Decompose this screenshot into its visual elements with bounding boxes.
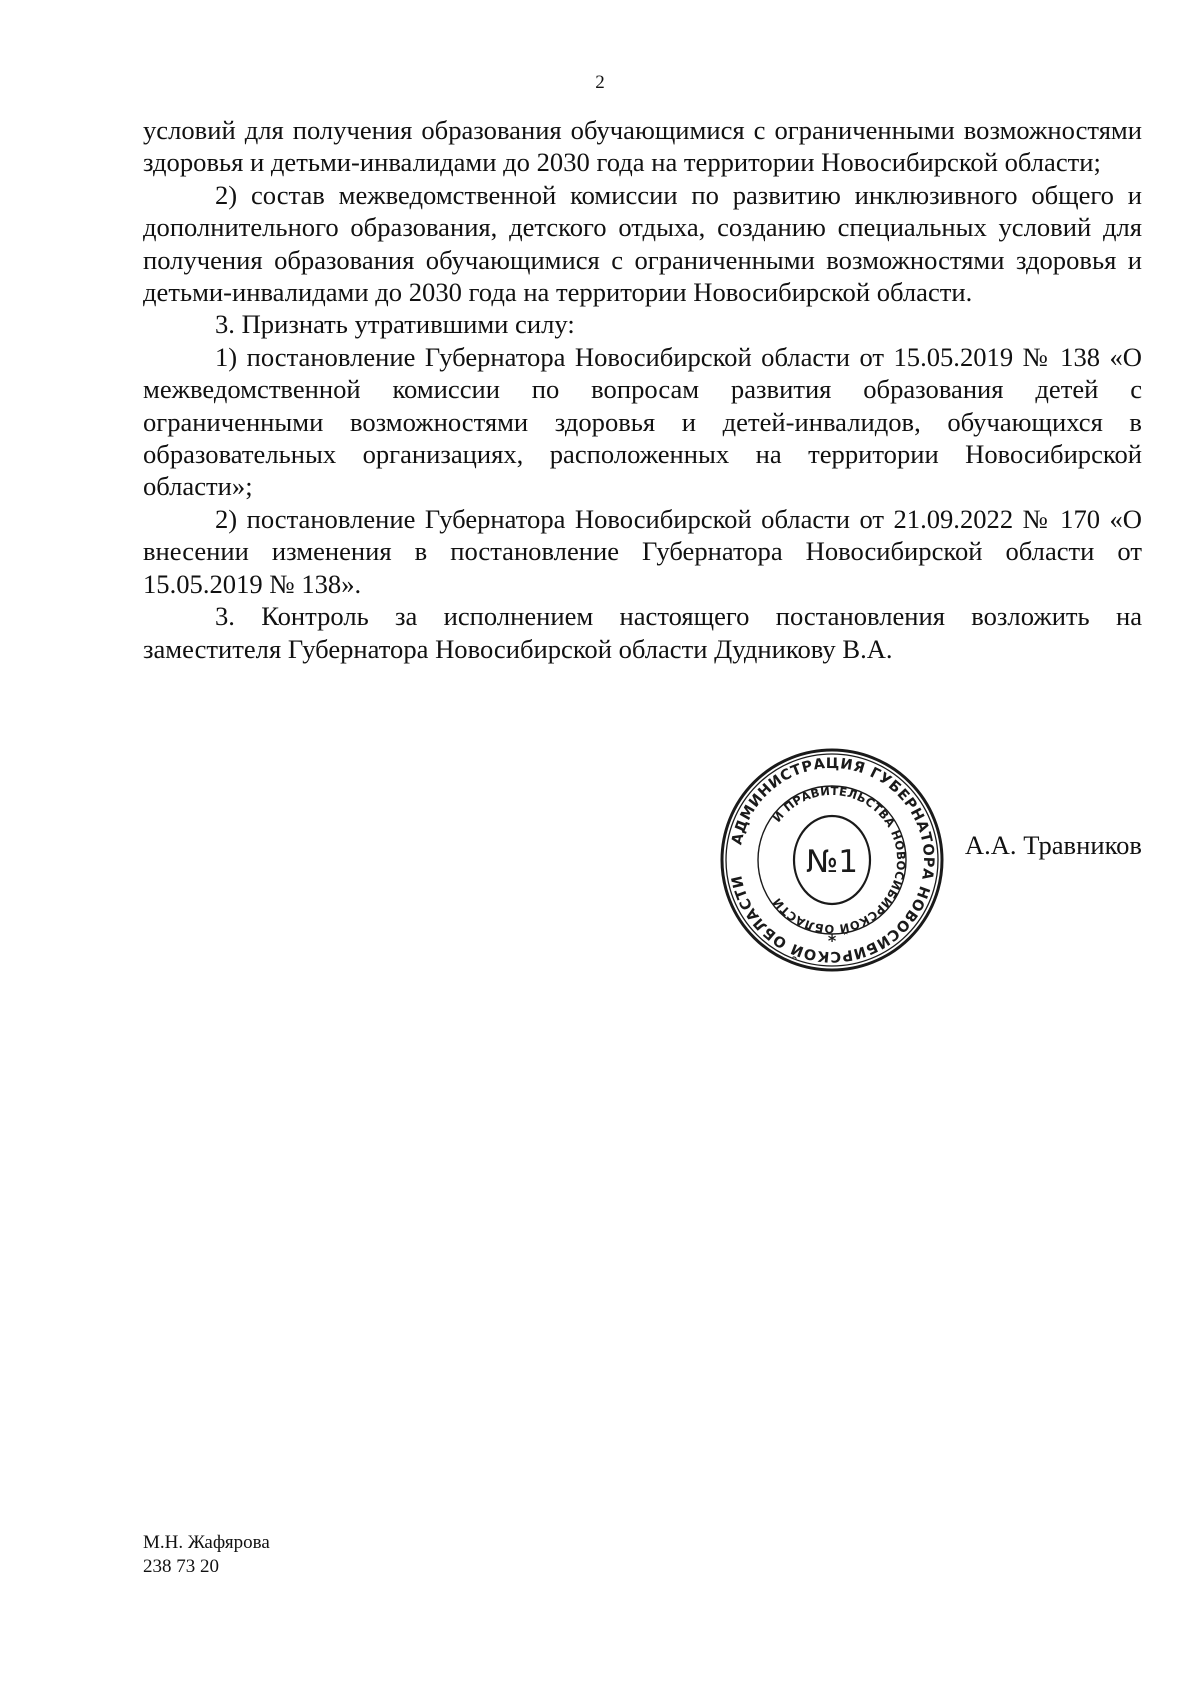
paragraph-1: условий для получения образования обучающимися с ограниченными возможностями здоровья и детьми-инвалидами до 2030 года на территории Новосибирской области; xyxy=(143,115,1142,178)
executor-block xyxy=(143,1531,270,1579)
seal-graphic xyxy=(718,746,946,974)
executor-name: М.Н. Жафярова xyxy=(143,1532,270,1553)
seal-number: №1 xyxy=(806,844,858,880)
document-body xyxy=(143,114,1142,665)
executor-phone: 238 73 20 xyxy=(143,1556,219,1577)
paragraph-5: 2) постановление Губернатора Новосибирской области от 21.09.2022 № 170 «О внесении изменения в постановление Губернатора Новосибирской области от 15.05.2019 № 138». xyxy=(143,503,1142,599)
seal-outer-text: АДМИНИСТРАЦИЯ ГУБЕРНАТОРА НОВОСИБИРСКОЙ ОБЛАСТИ xyxy=(729,755,937,965)
paragraph-4: 1) постановление Губернатора Новосибирской области от 15.05.2019 № 138 «О межведомственной комиссии по вопросам развития образования детей с ограниченными возможностями здоровья и детей-инвалидов, обучающихся в образовательных организациях, расположенных на территории Новосибирской области»; xyxy=(143,341,1142,502)
signatory-name: А.А. Травников xyxy=(964,830,1142,860)
paragraph-6: 3. Контроль за исполнением настоящего постановления возложить на заместителя Губернатора Новосибирской области Дудникову В.А. xyxy=(143,601,1142,664)
page-number: 2 xyxy=(595,72,605,93)
seal-inner-text: И ПРАВИТЕЛЬСТВА НОВОСИБИРСКОЙ ОБЛАСТИ xyxy=(769,783,909,937)
official-seal xyxy=(718,746,946,974)
paragraph-2: 2) состав межведомственной комиссии по развитию инклюзивного общего и дополнительного образования, детского отдыха, созданию специальных условий для получения образования обучающимися с ограниченными возможностями здоровья и детьми-инвалидами до 2030 года на территории Новосибирской области. xyxy=(143,179,1142,308)
paragraph-3: 3. Признать утратившими силу: xyxy=(215,309,575,340)
seal-star: * xyxy=(827,931,837,950)
